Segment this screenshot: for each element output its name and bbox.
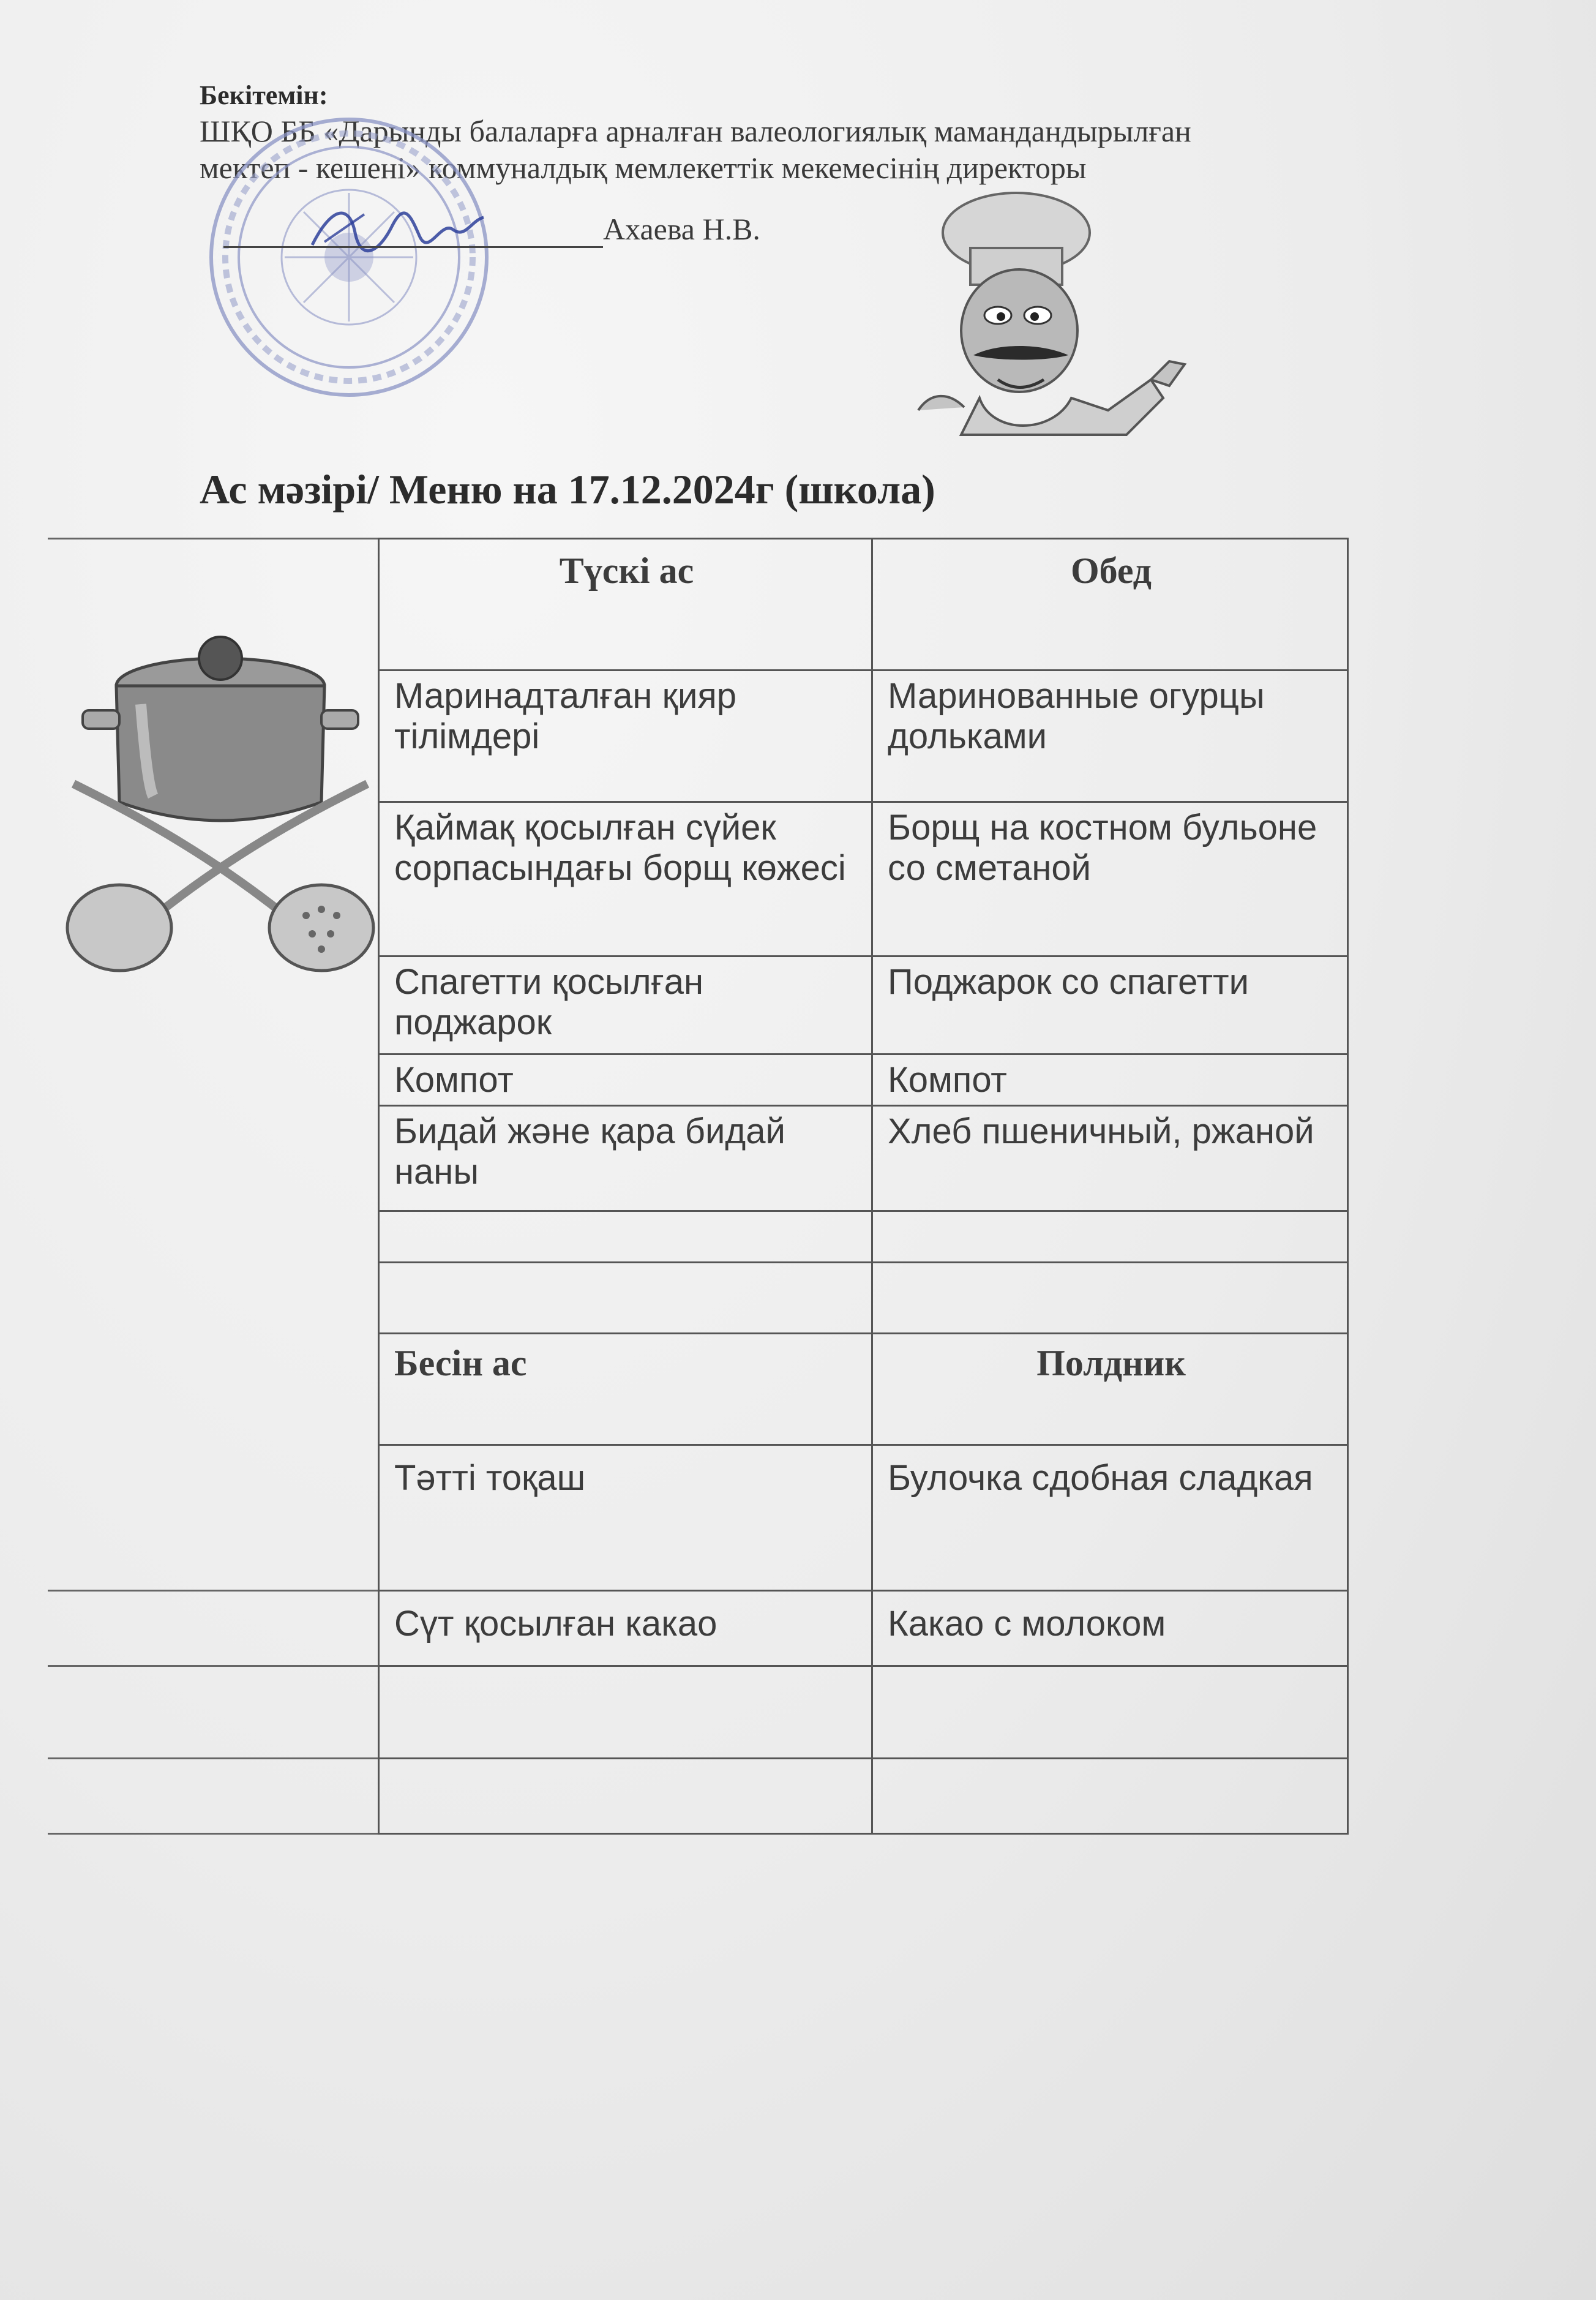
snack-item-2-ru: Какао с молоком bbox=[871, 1590, 1349, 1667]
lunch-item-2-ru: Борщ на костном бульоне со сметаной bbox=[871, 801, 1349, 957]
cooking-pot-illustration bbox=[61, 600, 380, 980]
lunch-item-3-ru: Поджарок со спагетти bbox=[871, 955, 1349, 1055]
snack-item-2-kz: Сүт қосылған какао bbox=[378, 1590, 873, 1667]
table-left-top-line bbox=[48, 538, 378, 539]
empty-cell bbox=[871, 1757, 1349, 1835]
chef-illustration bbox=[906, 178, 1249, 459]
snack-item-1-ru: Булочка сдобная сладкая bbox=[871, 1444, 1349, 1592]
empty-cell bbox=[378, 1210, 873, 1263]
snack-header-kz: Бесін ас bbox=[378, 1332, 873, 1446]
lunch-item-5-kz: Бидай және қара бидай наны bbox=[378, 1105, 873, 1212]
lunch-header-ru: Обед bbox=[871, 538, 1349, 671]
lunch-item-4-ru: Компот bbox=[871, 1053, 1349, 1107]
organization-line-2: мектеп - кешені» коммуналдық мемлекеттік мекемесінің директоры bbox=[200, 151, 1087, 185]
lunch-item-4-kz: Компот bbox=[378, 1053, 873, 1107]
lunch-item-1-kz: Маринадталған қияр тілімдері bbox=[378, 669, 873, 803]
empty-cell bbox=[871, 1665, 1349, 1759]
snack-item-1-kz: Тәтті тоқаш bbox=[378, 1444, 873, 1592]
snack-header-ru: Полдник bbox=[871, 1332, 1349, 1446]
table-left-line-1 bbox=[48, 1590, 378, 1592]
approval-label: Бекітемін: bbox=[200, 80, 328, 110]
lunch-item-3-kz: Спагетти қосылған поджарок bbox=[378, 955, 873, 1055]
organization-line-1: ШҚО ББ «Дарынды балаларға арналған валеологиялық мамандандырылған bbox=[200, 114, 1191, 148]
lunch-header-kz: Түскі ас bbox=[378, 538, 873, 671]
empty-cell bbox=[378, 1757, 873, 1835]
empty-cell bbox=[378, 1665, 873, 1759]
empty-cell bbox=[871, 1261, 1349, 1334]
menu-title: Ас мәзірі/ Меню на 17.12.2024г (школа) bbox=[200, 466, 935, 513]
lunch-item-5-ru: Хлеб пшеничный, ржаной bbox=[871, 1105, 1349, 1212]
table-left-line-4 bbox=[48, 1833, 378, 1835]
empty-cell bbox=[378, 1261, 873, 1334]
lunch-item-1-ru: Маринованные огурцы дольками bbox=[871, 669, 1349, 803]
director-name: Ахаева Н.В. bbox=[603, 212, 760, 246]
table-left-line-3 bbox=[48, 1757, 378, 1759]
lunch-item-2-kz: Қаймақ қосылған сүйек сорпасындағы борщ көжесі bbox=[378, 801, 873, 957]
empty-cell bbox=[871, 1210, 1349, 1263]
table-left-line-2 bbox=[48, 1665, 378, 1667]
signature-line bbox=[223, 246, 603, 248]
director-signature bbox=[306, 196, 490, 263]
